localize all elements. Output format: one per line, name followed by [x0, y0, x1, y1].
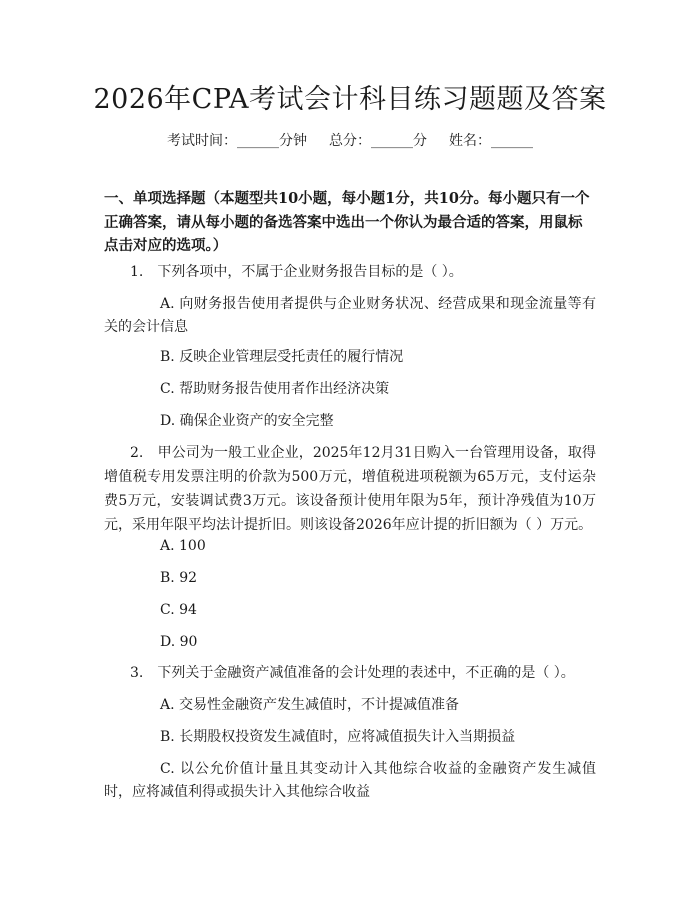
question-2-stem: 2. 甲公司为一般工业企业，2025年12月31日购入一台管理用设备，取得增值税专用发票注明的价款为500万元，增值税进项税额为65万元，支付运杂费5万元，安装调试费3万元。该设备预计使用年限为5年，预计净残值为10万元，采用年限平均法计提折旧。则该设备2026年应计提的折旧额为（ ）万元。 — [104, 445, 596, 533]
question-2-option-c[interactable]: C. 94 — [160, 602, 197, 618]
question-1-stem: 1. 下列各项中，不属于企业财务报告目标的是（ ）。 — [130, 264, 463, 280]
question-2-option-b[interactable]: B. 92 — [160, 570, 198, 586]
question-1-option-b[interactable]: B. 反映企业管理层受托责任的履行情况 — [160, 349, 404, 365]
question-2-option-d[interactable]: D. 90 — [160, 634, 198, 650]
question-2-option-a[interactable]: A. 100 — [160, 538, 206, 554]
question-3-option-a[interactable]: A. 交易性金融资产发生减值时，不计提减值准备 — [160, 697, 460, 713]
question-1-option-d[interactable]: D. 确保企业资产的安全完整 — [160, 413, 334, 429]
question-1-option-a[interactable]: A. 向财务报告使用者提供与企业财务状况、经营成果和现金流量等有关的会计信息 — [104, 296, 596, 335]
question-1-option-c[interactable]: C. 帮助财务报告使用者作出经济决策 — [160, 381, 390, 397]
total-score-field: 总分：______分 — [329, 133, 427, 149]
name-field: 姓名：______ — [449, 133, 533, 149]
page-title: 2026年CPA考试会计科目练习题题及答案 — [93, 84, 607, 115]
exam-time-field: 考试时间：______分钟 — [167, 133, 307, 149]
question-3-option-c[interactable]: C. 以公允价值计量且其变动计入其他综合收益的金融资产发生减值时，应将减值利得或损失计入其他综合收益 — [104, 761, 596, 800]
question-3-stem: 3. 下列关于金融资产减值准备的会计处理的表述中，不正确的是（ ）。 — [130, 665, 575, 681]
section-heading: 一、单项选择题（本题型共10小题，每小题1分，共10分。每小题只有一个正确答案，请从每小题的备选答案中选出一个你认为最合适的答案，用鼠标点击对应的选项。） — [104, 190, 590, 254]
question-3-option-b[interactable]: B. 长期股权投资发生减值时，应将减值损失计入当期损益 — [160, 729, 516, 745]
exam-meta — [0, 130, 700, 152]
